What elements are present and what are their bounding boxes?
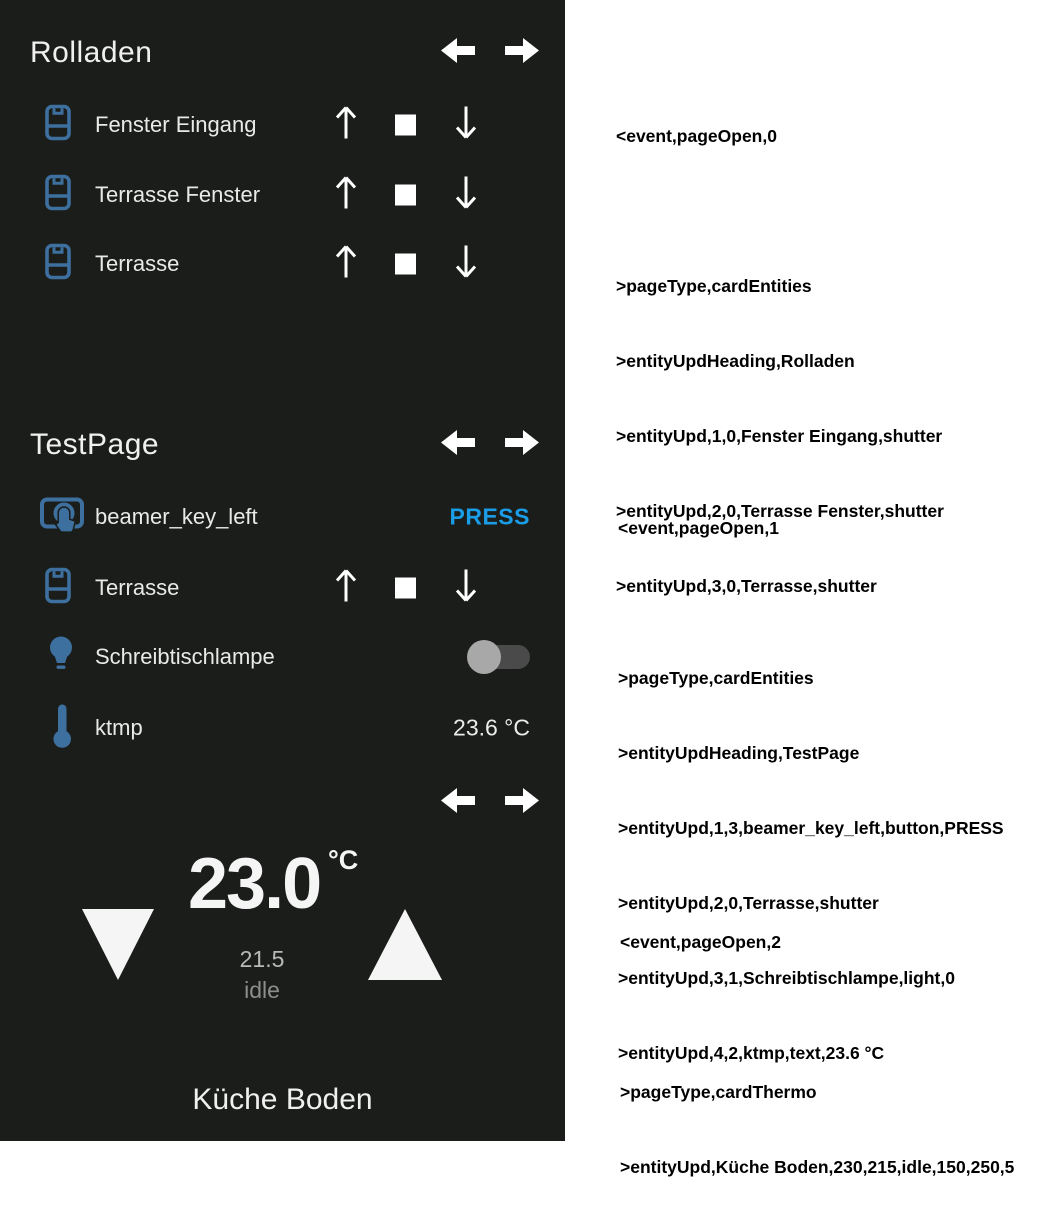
- card-heading-testpage: TestPage: [30, 428, 160, 461]
- light-toggle-knob[interactable]: [467, 640, 501, 674]
- entity-value: 23.6 °C: [453, 714, 530, 741]
- protocol-line: <event,pageOpen,0: [616, 126, 777, 146]
- setpoint-value: 21.5: [239, 946, 285, 972]
- entity-label: beamer_key_left: [95, 504, 258, 529]
- lightbulb-icon: [46, 635, 76, 680]
- left-arrow-icon: [441, 429, 475, 456]
- protocol-line: >entityUpdHeading,TestPage: [618, 743, 860, 763]
- protocol-line: >pageType,cardEntities: [616, 276, 812, 296]
- protocol-line: [620, 1005, 1014, 1030]
- thermometer-icon: [52, 703, 72, 754]
- protocol-block-page2: [620, 880, 1014, 1230]
- page-prev-button[interactable]: [441, 37, 475, 64]
- window-shutter-icon: [45, 568, 71, 609]
- entity-row: [0, 553, 565, 623]
- protocol-line: [616, 199, 944, 224]
- card-heading-rolladen: Rolladen: [30, 36, 153, 69]
- shutter-down-button[interactable]: [452, 173, 480, 218]
- protocol-line: >entityUpd,2,0,Terrasse,shutter: [618, 893, 879, 913]
- shutter-down-button[interactable]: [452, 242, 480, 287]
- page-next-button[interactable]: [505, 429, 539, 456]
- left-arrow-icon: [441, 37, 475, 64]
- protocol-line: >entityUpd,1,0,Fenster Eingang,shutter: [616, 426, 943, 446]
- protocol-line: >entityUpd,4,2,ktmp,text,23.6 °C: [618, 1043, 885, 1063]
- protocol-line: >entityUpd,3,1,Schreibtischlampe,light,0: [618, 968, 955, 988]
- protocol-line: >pageType,cardThermo: [620, 1082, 817, 1102]
- shutter-down-button[interactable]: [452, 566, 480, 611]
- page-next-button[interactable]: [505, 787, 539, 814]
- shutter-stop-button[interactable]: [395, 185, 416, 206]
- shutter-up-button[interactable]: [332, 103, 360, 148]
- right-arrow-icon: [505, 37, 539, 64]
- hvac-state: idle: [244, 977, 280, 1003]
- entity-row: [0, 622, 565, 692]
- entity-row: [0, 160, 565, 230]
- shutter-stop-button[interactable]: [395, 115, 416, 136]
- window-shutter-icon: [45, 105, 71, 146]
- window-shutter-icon: [45, 244, 71, 285]
- page-prev-button[interactable]: [441, 429, 475, 456]
- right-arrow-icon: [505, 429, 539, 456]
- shutter-down-button[interactable]: [452, 103, 480, 148]
- shutter-up-button[interactable]: [332, 242, 360, 287]
- protocol-line: >entityUpdHeading,Rolladen: [616, 351, 855, 371]
- entity-row: [0, 693, 565, 763]
- press-button[interactable]: PRESS: [449, 503, 530, 530]
- left-arrow-icon: [441, 787, 475, 814]
- protocol-line: >entityUpd,3,0,Terrasse,shutter: [616, 576, 877, 596]
- protocol-line: [618, 591, 1004, 616]
- current-temperature: 23.0: [188, 844, 321, 924]
- shutter-up-button[interactable]: [332, 173, 360, 218]
- entity-label: Terrasse: [95, 575, 180, 600]
- entity-label: Terrasse Fenster: [95, 182, 261, 207]
- entity-row: [0, 482, 565, 552]
- protocol-line: >entityUpd,2,0,Terrasse Fenster,shutter: [616, 501, 944, 521]
- temperature-unit: °C: [328, 845, 359, 875]
- entity-label: ktmp: [95, 715, 143, 740]
- protocol-line: <event,pageOpen,2: [620, 932, 781, 952]
- entity-row: [0, 229, 565, 299]
- protocol-line: <event,pageOpen,1: [618, 518, 779, 538]
- right-arrow-icon: [505, 787, 539, 814]
- entity-row: [0, 90, 565, 160]
- entity-label: Fenster Eingang: [95, 112, 257, 137]
- entity-label: Terrasse: [95, 251, 180, 276]
- shutter-up-button[interactable]: [332, 566, 360, 611]
- page-next-button[interactable]: [505, 37, 539, 64]
- shutter-stop-button[interactable]: [395, 578, 416, 599]
- entity-label: Schreibtischlampe: [95, 644, 275, 669]
- thermostat-title: Küche Boden: [192, 1083, 373, 1116]
- protocol-line: >pageType,cardEntities: [618, 668, 814, 688]
- protocol-line: >entityUpd,1,3,beamer_key_left,button,PRESS: [618, 818, 1004, 838]
- protocol-line: >entityUpd,Küche Boden,230,215,idle,150,250,5: [620, 1157, 1015, 1177]
- window-shutter-icon: [45, 175, 71, 216]
- page-prev-button[interactable]: [441, 787, 475, 814]
- shutter-stop-button[interactable]: [395, 254, 416, 275]
- gesture-tap-button-icon: [40, 494, 84, 541]
